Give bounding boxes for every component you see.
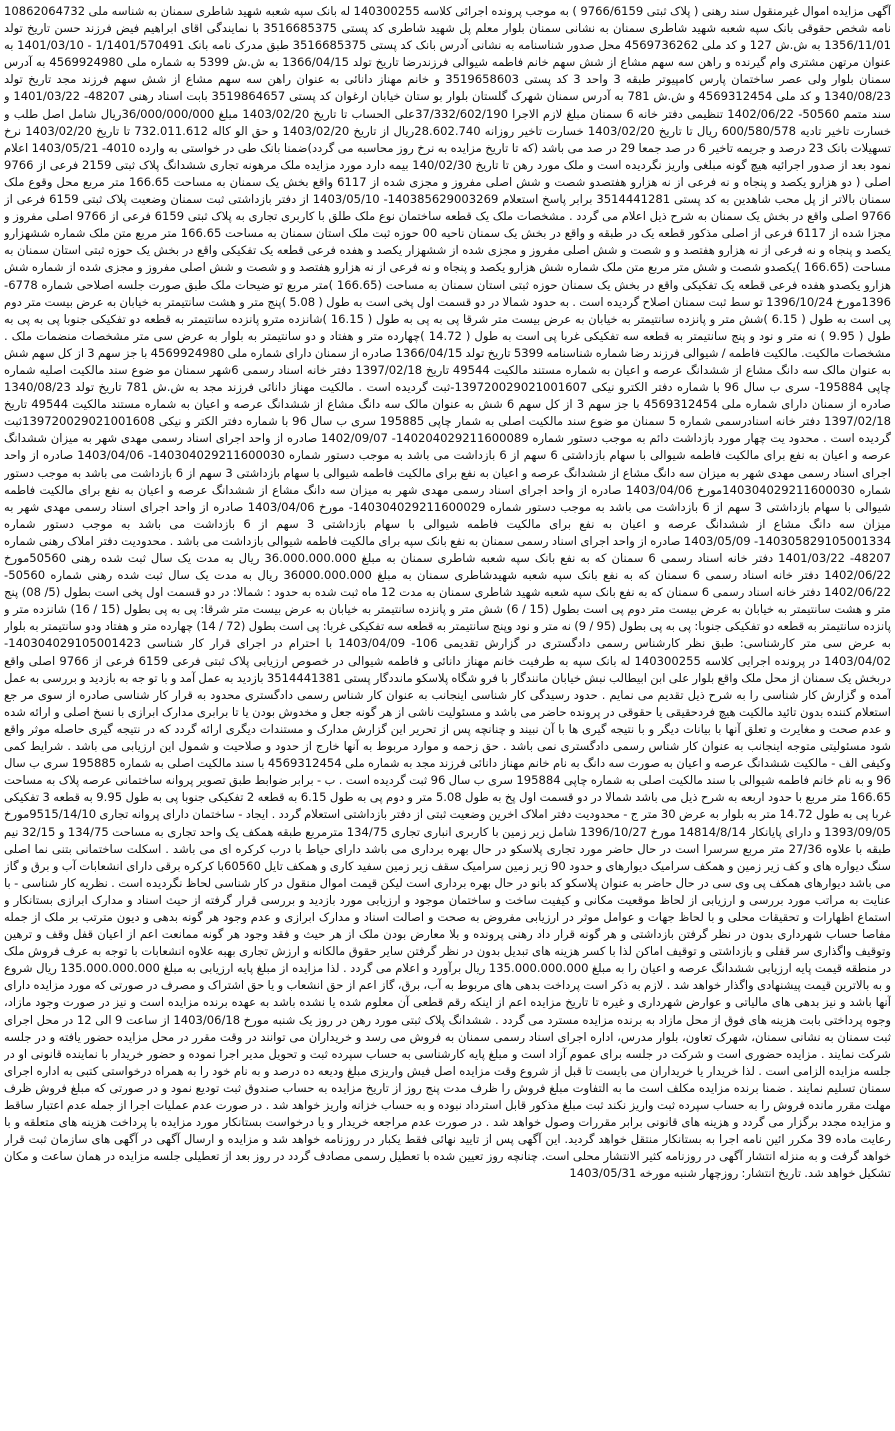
auction-notice [4,3,891,1427]
notice-body-text: آگهی مزایده اموال غیرمنقول سند رهنی ( پلاک ثبتی 9766/6159 ) به موجب پرونده اجرائی کلاسه 140300255 له بانک سپه شعبه شهید شاطری سمنان به شناسه ملی 10862064732 نامه شخص حقوقی بانک سپه شعبه شهید شاطری سمنان به نشانی سمنان بلوار معلم پل شهید شاطری کد پستی 3516685375 با نمایندگی اقای ابراهیم فیض فرزند حسن تاریخ تولد 1356/11/01 به ش.ش 127 و کد ملی 4569736262 محل صدور شناسنامه به نشانی آدرس بانک کد پستی 3516685375 طبق مدرک نامه بانک 1/1401/570491 - 1401/03/10 به عنوان مرتهن مشتری وام گیرنده و راهن سه سهم مشاع از شش سهم خانم فاطمه شیوالی فرزندرضا تاریخ تولد 1366/04/15 به ش.ش 5399 به شماره ملی 4569924980 به آدرس سمنان بلوار ولی عصر ساختمان پارس کامپیوتر طبقه 3 واحد 3 کد پستی 3519658603 و خانم مهناز دانائی به عنوان راهن سه سهم مشاع از شش سهم فرزند مجد تاریخ تولد 1340/08/23 و کد ملی 4569312454 و ش.ش 781 به آدرس سمنان شهرک گلستان بلوار بو ستان خیابان ارغوان کد پستی 3519864657 بابت اسناد رهنی 48207- 1401/03/22 و سند متمم 50560- 1402/06/22 تنظیمی دفتر خانه 6 سمنان مبلغ لازم الاجرا 37/332/602/190علی الحساب تا تاریخ 1403/02/20 مبلغ 36/000/000/000ریال شامل اصل طلب و خسارت تاخیر تادیه 600/580/578 ریال تا تاریخ 1403/02/20 خسارت تاخیر روزانه 28.602.740ریال از تاریخ 1403/02/20 و حق الو کاله 732.011.612 تا تاریخ 1403/02/20 نرخ تسهیلات بانک 23 درصد و جریمه تاخیر 6 در صد جمعا 29 در صد می باشد (که تا تاریخ مزایده به نرخ روز محاسبه می گردد)ضمنا بانک طی در خواستی به وارده 4010- 1403/05/21 اعلام نمود بعد از صدور اجرائیه هیچ گونه مبلغی واریز نگردیده است و ملک مورد رهن تا تاریخ 140/02/30 بیمه دارد مورد مزایده ملک مرهونه تجاری ششدانگ پلاک ثبتی 2159 فرعی از 9766 اصلی ( دو هزارو یکصد و پنجاه و نه فرعی از نه هزارو هفتصدو شصت و شش اصلی مفروز و مجزی شده از 6117 واقع بخش یک سمنان به مساحت 166.65 متر مربع محل وقوع ملک سمنان بالاتر از پل محب شاهدین به کد پستی 3514441281 برابر پاسخ استعلام 140385629003269- 1403/05/10 از دفتر بازداشتی ثبت سمنان وضعیت پلاک ثبتی 6159 فرعی از 9766 اصلی واقع در بخش یک سمنان به شرح ذیل اعلام می گردد . مشخصات ملک یک قطعه ساختمان نوع ملک طلق با کاربری تجاری به پلاک ثبتی 6159 فرعی از 9766 اصلی مفروز و مجزا شده از 6117 فرعی از اصلی مذکور قطعه یک در طبقه و واقع در بخش یک سمنان ناحیه 00 حوزه ثبت ملک استان سمنان به مساحت 166.65 متر مربع متن ملک شماره ششهزارو یکصد و پنجاه و نه فرعی از نه هزارو هفتصد و و شصت و شش اصلی مفروز و مجزی شده از ششهزار یکصد و هفده فرعی قطعه یک تفکیکی واقع در بخش یک حوزه ثبتی استان سمنان به مساحت (166.65 )یکصدو شصت و شش متر مربع متن ملک شماره شش هزارو یکصد و پنجاه و نه فرعی از نه هزارو هفتصد و و شصت و شش اصلی مفروز و مجزی شده از شماره شش هزارو یکصدو هفده فرعی قطعه یک تفکیکی واقع در بخش یک سمنان حوزه ثبتی استان سمنان به مساحت (166.65 )متر مربع تو ضیحات ملک طبق صورت جلسه اصلاحی شماره 6778- 1396مورخ 1396/10/24 تو سط ثبت سمنان اصلاح گردیده است . به حدود شمالا در دو قسمت اول پخی است به طول ( 5.08 )پنج متر و هشت سانتیمتر به خیابان به عرض بیست متر دوم پی است به طول ( 6.15 )شش متر و پانزده سانتیمتر به خیابان به عرض بیست متر شرقا پی به پی به طول ( 16.15 )شانزده مترو پانزده سانتیمتر به قطعه دو تفکیکی جنوبا پی به پی به طول ( 9.95 ) نه متر و نود و پنج سانتیمتر به قطعه سه تفکیکی غربا پی است به طول ( 14.72 )چهارده متر و هفتاد و دو سانتیمتر به بلوار به عرض سی متر مشخصات منضمات ملک . مشخصات مالکیت. مالکیت فاطمه / شیوالی فرزند رضا شماره شناسنامه 5399 تاریخ تولد 1366/04/15 صادره از سمنان دارای شماره ملی 4569924980 با جز سهم 3 از کل سهم شش به عنوان مالک سه دانگ مشاع از ششدانگ عرصه و اعیان به شماره مستند مالکیت 49544 تاریخ 1397/02/18 دفتر خانه اسناد رسمی 6شهر سمنان مو ضوع سند مالکیت اصلیه شماره چاپی 195884- سری ب سال 96 با شماره دفتر الکترو نیکی 139720029021001607-ثبت گردیده است . مالکیت مهناز دانائی فرزند مجد به ش.ش 781 تاریخ تولد 1340/08/23 صادره از سمنان دارای شماره ملی 4569312454 با جز سهم 3 از کل سهم 6 شش به عنوان مالک سه دانگ مشاع از ششدانگ عرصه و اعیان به شماره مستند مالکیت 49544 تاریخ 1397/02/18 دفتر خانه اسنادرسمی شماره 5 سمنان مو ضوع سند مالکیت اصلی به شمار چاپی 195885 سری ب سال 96 با شماره دفتر الکتر و نیکی 139720029021001608ثبت گردیده است . محدود یت چهار مورد بازداشت دائم به موجب دستور شماره 140204029211600089- 1402/09/07 صادره از واحد اجرای اسناد رسمی مهدی شهر به میزان ششدانگ عرصه و اعیان به نفع برای مالکیت فاطمه شیوالی با سهام بازداشتی 6 سهم از 6 بازداشت می باشد به موجب دستور شماره 140304029211600030- 1403/04/06 صادره از واحد اجرای اسناد رسمی مهدی شهر به میزان سه دانگ مشاع از ششدانگ عرصه و اعیان به نفع برای مالکیت فاطمه شیوالی با سهام بازداشتی 3 سهم از 6 بازداشت می باشد به موجب دستور شماره 140304029211600030مورخ 1403/04/06 صادره از واحد اجرای اسناد رسمی مهدی شهر به میزان سه دانگ مشاع از ششدانگ عرصه و اعیان به نفع برای مالکیت فاطمه شیوالی با سهام بازداشتی 3 سهم از 6 بازداشت می باشد به موجب دستور شماره 140304029211600029- مورخ 1403/04/06 صادره از واحد اجرای اسناد رسمی مهدی شهر به میزان سه دانگ مشاع از ششدانگ عرصه و اعیان به نفع برای مالکیت فاطمه شیوالی با سهام بازداشتی 3 سهم از 6 بازداشت می باشد به موجب دستور شماره 140305829105001334- 1403/05/09 صادره از واحد اجرای اسناد رسمی سمنان به نفع بانک سپه برای مالکیت فاطمه شیوالی بازداشت می باشد . محدودیت دفتر املاک رهنی شماره 48207- 1401/03/22 دفتر خانه اسناد رسمی 6 سمنان که به نفع بانک سپه شعبه شاطری سمنان به مبلغ 36.000.000.000 ریال به مدت یک سال ثبت شده رهنی 50560مورخ 1402/06/22 دفتر خانه اسناد رسمی 6 سمنان که به نفع بانک سپه شعبه شهیدشاطری سمنان به مبلغ 36000.000.000 ریال به مدت یک سال ثبت شده رهنی شماره 50560- 1402/06/22 دفتر خانه اسناد رسمی 6 سمنان که به نفع بانک سپه شعبه شهید شاطری سمنان به مدت 12 ماه ثبت شده به حدود : شمالا: در دو قسمت اول پخی است بطول (5/ 08) پنج متر و هشت سانتیمتر به خیابان به عرض بیست متر دوم پی است بطول (15 / 6) شش متر و پانزده سانتیمتر به خیابان به عرض بیست متر شرقا: پی به پی بطول (15 / 16) شانزده متر و پانزده سانتیمتر به قطعه دو تفکیکی جنوبا: پی به پی بطول (95 / 9) نه متر و نود وپنج سانتیمتر به قطعه سه تفکیکی غربا: پی است بطول (72 / 14) چهارده متر و هفتاد ودو سانتیمتر به بلوار به عرض سی متر کارشناسی: طبق نظر کارشناس رسمی دادگستری در گزارش تقدیمی 106- 1403/04/09 با احترام در اجرای قرار کار شناسی 140304029105001423- 1403/04/02 در پرونده اجرایی کلاسه 140300255 له بانک سپه به طرفیت خانم مهناز دانائی و فاطمه شیوالی در خصوص ارزیابی پلاک ثبتی فرعی 6159 فرعی از 9766 اصلی واقع دربخش یک سمنان از محل ملک واقع بلوار علی ابن ابیطالب نبش خیابان مانندگار با فرو شگاه پلاسکو مانددگار پستی 3514441381 بازدید به عمل آمد و با تو جه به بازدید و بررسی به عمل آمده و گزارش کار شناسی را به شرح ذیل تقدیم می نمایم . حدود رسیدگی کار شناسی اینجانب به عنوان کار شناس رسمی دادگستری محدود به قرار کار شناسی صادره از سوی مر جع استعلام کننده بدون تائید مالکیت هیچ فردحقیقی یا حقوقی در پرونده حاضر می باشد و مسئولیت ناشی از هر گونه جعل و مخدوش بودن یا تا برابری مدارک ابرازی با نسخ اصلی و ارائه شده و عدم صحت و مغایرت و تعلق آنها با بیانات دیگر و با نتیجه گیری ها با آن نبیند و چنانچه پس از تحریر این گزارش مدارک و مستندات دیگری ارائه گردد که در نتیجه گیری حاصله موثر واقع شود مسئولیتی متوجه اینجانب به عنوان کار شناس رسمی دادگستری نمی باشد . حق زحمه و موارد مربوط به آنها خارج از حدود و صلاحیت و شمول این ارزیابی می باشد . شرایط کمی وکیفی الف - مالکیت ششدانگ عرصه و اعیان به صورت سه دانگ به نام خانم مهناز دانائی فرزند مجد به شماره ملی 4569312454 با سند مالکیت اصلی به شماره 195885 سری ب سال 96 و به نام خانم فاطمه شیوالی با سند مالکیت اصلی به شماره چاپی 195884 سری ب سال 96 ثبت گردیده است . ب - برابر ضوابط طبق تصویر پروانه ساختمانی عرصه پلاک به مساحت 166.65 متر مربع با حدود اربعه به شرح ذیل می باشد شمالا در دو قسمت اول پخ به طول 5.08 متر و دوم پی به طول 6.15 به قطعه 2 تفکیکی جنوبا پی به طول 9.95 به قطعه 3 تفکیکی غربا پی به طول 14.72 متر به بلوار به عرض 30 متر ج - محدودیت دفتر املاک اخرین وضعیت ثبتی از دفتر بازداشتی استعلام گردد . ایجاد - ساختمان دارای پروانه تجاری 9515/14/10مورخ 1393/09/05 و دارای پایانکار 14814/8/14 مورخ 1396/10/27 شامل زیر زمین با کاربری انباری تجاری 134/75 مترمربع طبقه همکف یک واحد تجاری به مساحت 134/75 و 32/15 نیم طبقه با علاوه 27/36 متر مربع سرسرا است در حال حاضر مورد تجاری پلاسکو در حال بهره برداری می باشد دارای حیاط با درب کرکره ای می باشد . اسکلت ساختمانی بتنی نما اصلی سنگ دیواره های و کف زیر زمین و همکف سرامیک دیوارهای و حدود 90 زیر زمین سرامیک سقف زیر زمین سفید کاری و همکف تایل 60560با کرکره برقی دارای انشعابات آب و برق و گاز می باشد دیوارهای همکف پی وی سی در حال حاضر به عنوان پلاسکو کد بانو در حال بهره برداری است لیکن قیمت اموال منقول در کار شناسی لحاظ نگردیده است . نظریه کار شناسی - با عنایت به مراتب مورد بررسی و ارزیابی از لحاظ موقعیت مکانی و کیفیت ساخت و ساختمان موجود و ارزیابی مورد بازدید و بررسی قرار گرفته از حیث اسناد و مدارک ابرازی بستانکار و استماع اظهارات و تحقیقات محلی و با لحاظ جهات و عوامل موثر در ارزیابی مفروض به صحت و اصالت اسناد و مدارک ابرازی و عدم وجود هر گونه بدهی و دیون مترتب بر ملک از جمله مفاصا حساب شهرداری بدون در نظر گرفتن بازداشتی و هر گونه قرار داد رهنی پرونده و بلا معارض بودن ملک از هر حیث و فقد وجود هر گونه ممانعت اعم از اعیان قفل وقف و ترهین وتوقیف واگذاری سر قفلی و بازداشتی و توقیف اماکن لذا با کسر هزینه های تبدیل بدون در نظر گرفتن سایر حقوق مالکانه و ارزش تجاری بهبه علاوه انشعابات با توجه به عرف فروش ملک در منطقه قیمت پایه ارزیابی ششدانگ عرصه و اعیان را به مبلغ 135.000.000.000 ریال برآورد و اعلام می گردد . لذا مزایده از مبلغ پایه ارزیابی به مبلغ 135.000.000.000 ریال شروع و به بالاترین قیمت پیشنهادی واگذار خواهد شد . لازم به ذکر است پرداخت بدهی های مربوط به آب، برق، گاز اعم از حق انشعاب و یا حق اشتراک و مصرف در صورتی که مورد مزایده دارای آنها باشد و نیز بدهی های مالیاتی و عوارض شهرداری و غیره تا تاریخ مزایده اعم از اینکه رقم قطعی آن معلوم شده یا نشده باشد به عهده برنده مزایده است و نیز در صورت وجود مازاد، وجوه پرداختی بابت هزینه های فوق از محل مازاد به برنده مزایده مسترد می گردد . ششدانگ پلاک ثبتی مورد رهن در روز یک شنبه مورخ 1403/06/18 از ساعت 9 الی 12 در محل اجرای ثبت سمنان به نشانی سمنان، شهرک تعاون، بلوار مدرس، اداره اجرای اسناد رسمی سمنان به فروش می رسد و خریداران می توانند در وقت مقرر در محل مزایده حضور یافته و در جلسه شرکت نمایند . مزایده حضوری است و شرکت در جلسه برای عموم آزاد است و مبلغ پایه کارشناسی به حساب سپرده ثبت و تحویل مدیر اجرا نموده و حضور خریدار با نماینده قانونی او در جلسه مزایده الزامی است . لذا خریدار یا خریداران می بایست تا قبل از شروع وقت مزایده اصل فیش واریزی مبلغ ودیعه ده درصد و به نام خود را به همراه درخواستی کتبی به اداره اجرای سمنان تسلیم نمایند . ضمنا برنده مزایده مکلف است ما به التفاوت مبلغ فروش را ظرف مدت پنج روز از تاریخ مزایده به حساب صندوق ثبت تودیع نمود و در صورتی که مبلغ فروش ظرف مهلت مقرر مانده فروش را به حساب سپرده ثبت واریز نکند ثبت مبلغ مذکور قابل استرداد نبوده و به حساب خزانه واریز خواهد شد . در صورت عدم عملیات اجرا از جمله عدم اعتبار ساقط و مزایده مجدد برگزار می گردد و هزینه های قانونی برابر مقررات وصول خواهد شد . در صورت عدم مراجعه خریدار و یا درخواست بستانکار مورد مزایده با پرداخت هزینه های متعلقه و با رعایت ماده 39 مکرر ائین نامه اجرا به بستانکار منتقل خواهد گردید. این آگهی پس از تایید نهائی فقط یکبار در روزنامه خواهد شد و مزایده و ارسال آگهی در آگهی های سازمان ثبت قرار خواهد گرفت و به منزله انتشار آگهی در روزنامه کثیر الانتشار محلی است. چنانچه روز تعیین شده با تعطیل رسمی مصادف گردد در روز بعد از تعطیلی جلسه مزایده در همان ساعت و مکان تشکیل خواهد شد. تاریخ انتشار: روزچهار شنبه مورخه [4,4,891,1181]
publication-date: 1403/05/31 [569,1166,637,1181]
